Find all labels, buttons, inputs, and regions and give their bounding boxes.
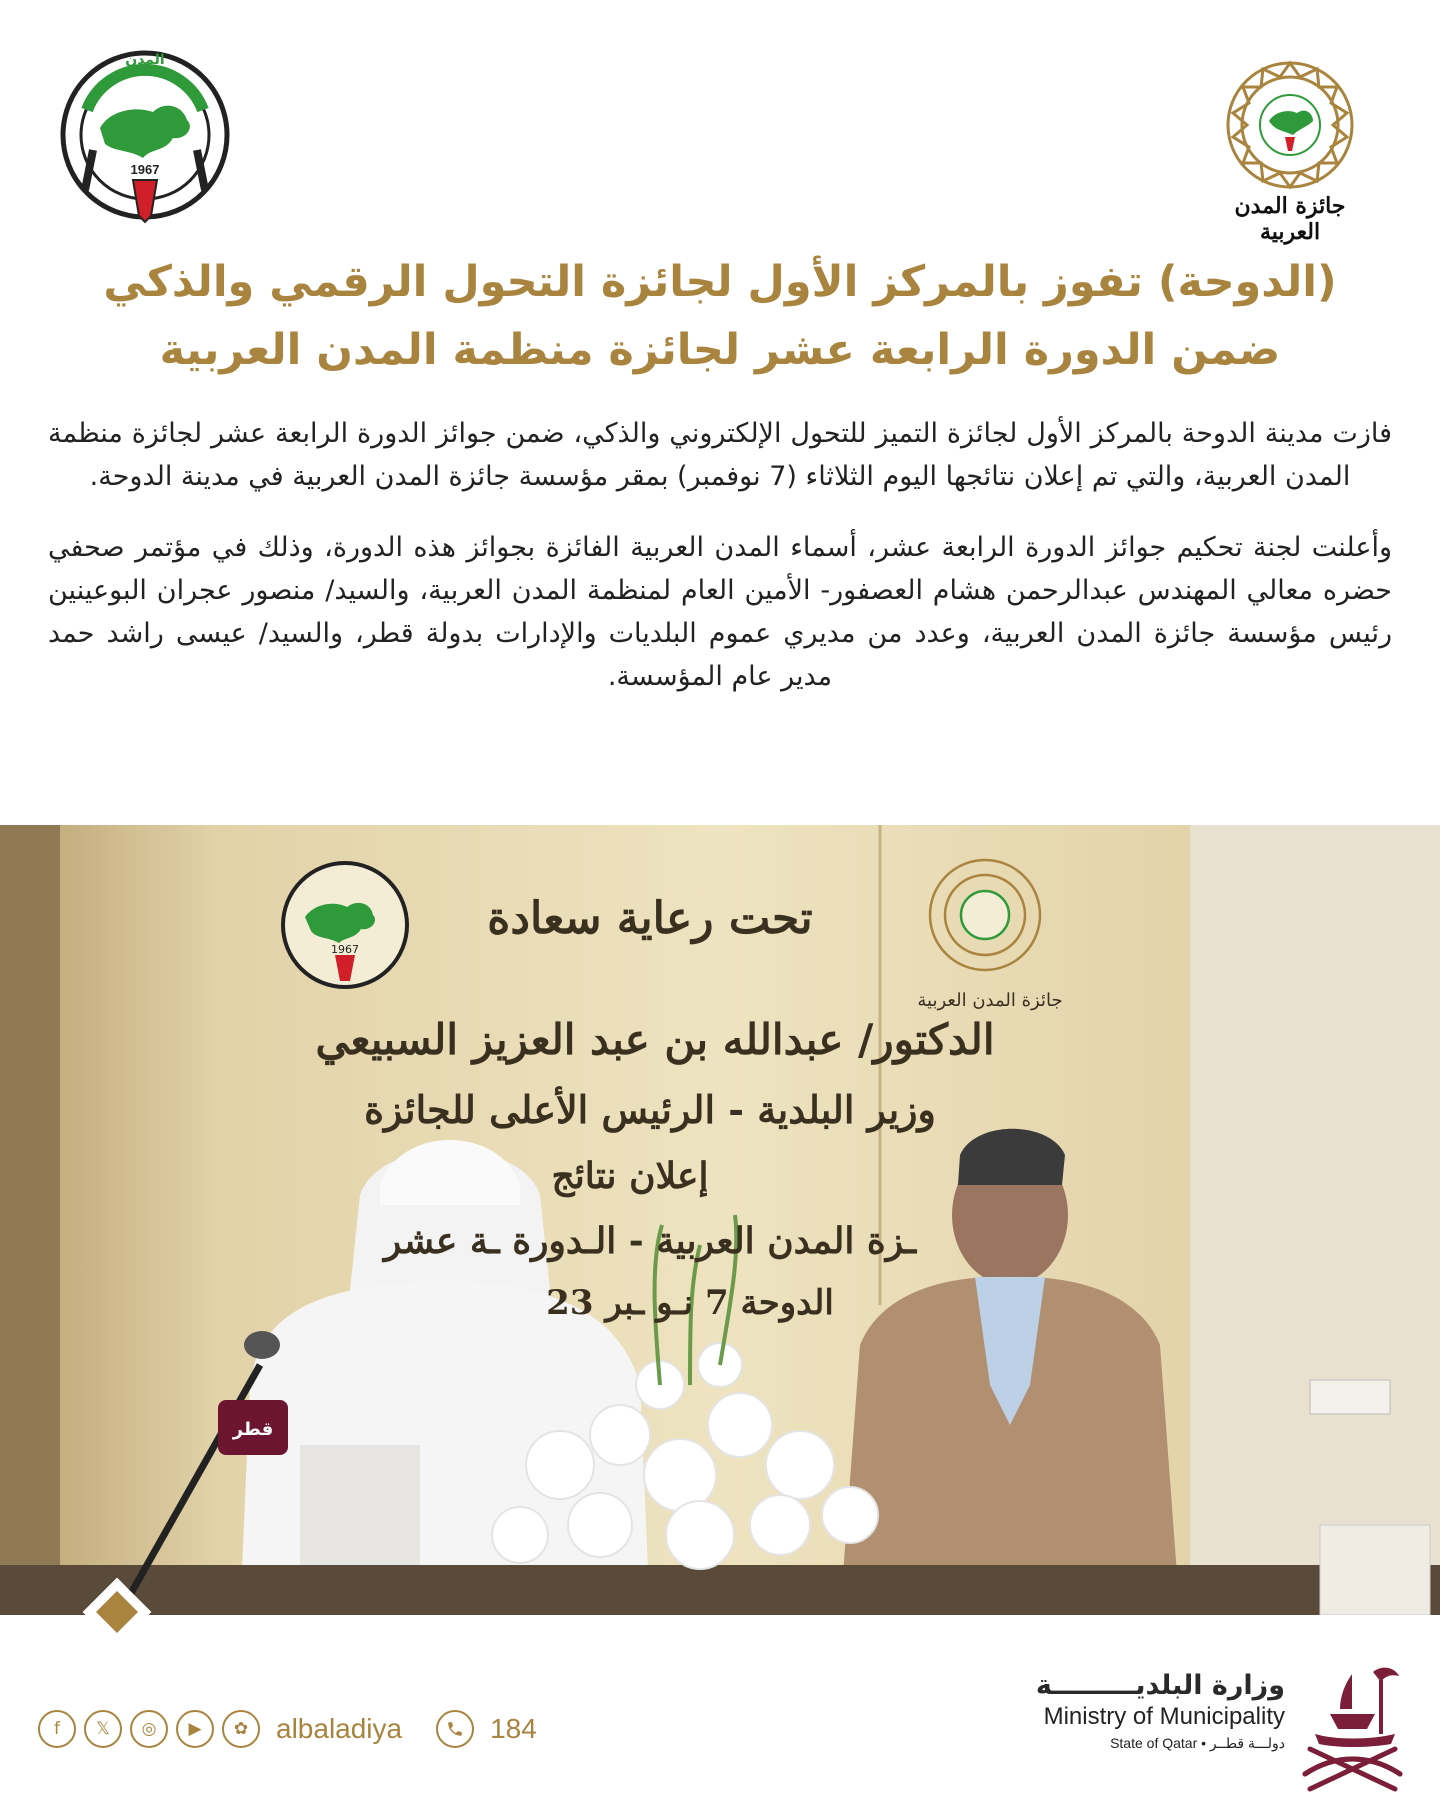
headline-line-1: (الدوحة) تفوز بالمركز الأول لجائزة التحول الرقمي والذكي	[103, 257, 1337, 307]
phone-number[interactable]: 184	[490, 1713, 537, 1744]
arab-towns-organization-logo	[55, 40, 235, 230]
microphone-label: قطر	[232, 1419, 274, 1440]
article-body	[48, 412, 1392, 726]
social-handle[interactable]: albaladiya	[276, 1713, 403, 1744]
logo-arc-text: المدن	[125, 52, 165, 68]
award-logo-caption: جائزة المدن العربية	[1234, 193, 1346, 245]
snapchat-icon[interactable]: ✿	[222, 1710, 260, 1748]
ministry-wordmark	[1015, 1670, 1285, 1752]
banner-line-3: وزير البلدية - الرئيس الأعلى للجائزة	[364, 1087, 936, 1132]
instagram-icon[interactable]: ◎	[130, 1710, 168, 1748]
banner-logo-year: 1967	[331, 943, 359, 956]
x-icon[interactable]: 𝕏	[84, 1710, 122, 1748]
state-label: State of Qatar • دولـــة قطــر	[1110, 1735, 1285, 1751]
ministry-name-english: Ministry of Municipality	[1043, 1703, 1285, 1730]
headline	[60, 248, 1380, 384]
phone-icon[interactable]	[436, 1710, 474, 1748]
arab-cities-award-logo	[1205, 55, 1375, 245]
footer	[0, 1650, 1440, 1800]
social-links	[38, 1710, 537, 1748]
banner-line-2: الدكتور/ عبدالله بن عبد العزيز السبيعي	[315, 1015, 995, 1064]
decorative-diamond	[82, 1577, 152, 1647]
press-conference-photo	[0, 825, 1440, 1615]
youtube-icon[interactable]: ▶	[176, 1710, 214, 1748]
banner-logo-caption: جائزة المدن العربية	[917, 990, 1063, 1011]
banner-line-4: إعلان نتائج	[551, 1155, 709, 1197]
ministry-name-arabic: وزارة البلديـــــــــة	[1035, 1670, 1285, 1701]
banner-line-5: ـزة المدن العربية - الـدورة ـة عشر	[383, 1220, 917, 1262]
logo-year: 1967	[130, 162, 160, 177]
paragraph-1: فازت مدينة الدوحة بالمركز الأول لجائزة التميز للتحول الإلكتروني والذكي، ضمن جوائز الدورة الرابعة عشر لجائزة منظمة المدن العربية، والتي تم إعلان نتائجها اليوم الثلاثاء (7 نوفمبر) بمقر مؤسسة جائزة المدن العربية في مدينة الدوحة.	[48, 418, 1392, 492]
qatar-emblem-icon	[1295, 1654, 1410, 1794]
facebook-icon[interactable]: f	[38, 1710, 76, 1748]
banner-line-1: تحت رعاية سعادة	[487, 893, 813, 944]
headline-line-2: ضمن الدورة الرابعة عشر لجائزة منظمة المدن العربية	[159, 325, 1281, 375]
paragraph-2: وأعلنت لجنة تحكيم جوائز الدورة الرابعة عشر، أسماء المدن العربية الفائزة بجوائز هذه الدورة، وذلك في مؤتمر صحفي حضره معالي المهندس عبدالرحمن هشام العصفور- الأمين العام لمنظمة المدن العربية، والسيد/ منصور عجران البوعينين رئيس مؤسسة جائزة المدن العربية، وعدد من مديري عموم البلديات والإدارات بدولة قطر، والسيد/ عيسى راشد حمد مدير عام المؤسسة.	[48, 532, 1392, 692]
banner-line-6: الدوحة 7 نـو ـبر 23	[546, 1283, 834, 1323]
